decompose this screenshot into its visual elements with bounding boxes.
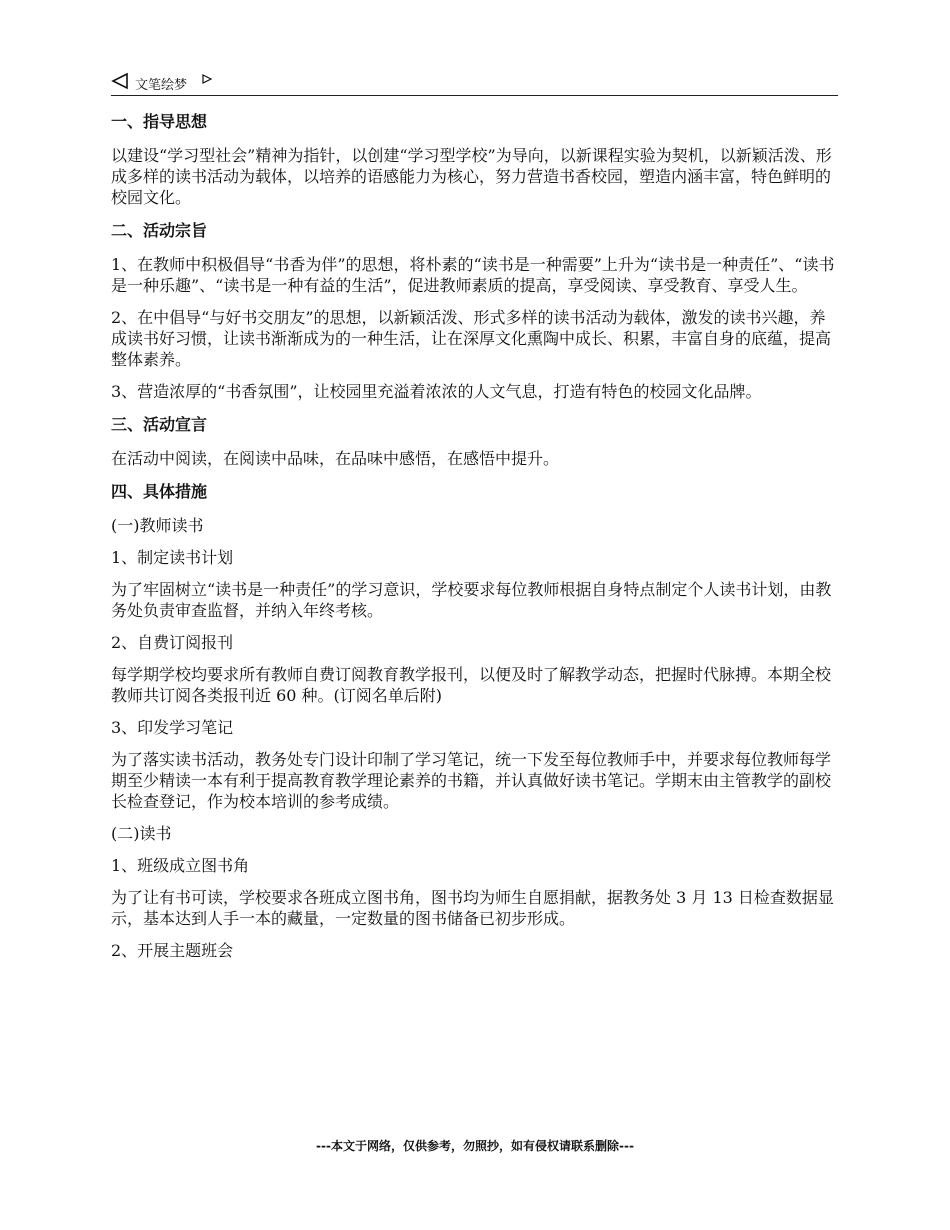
paragraph: 2、在中倡导“与好书交朋友”的思想，以新颖活泼、形式多样的读书活动为载体，激发的读书兴趣，养成读书好习惯，让读书渐渐成为的一种生活，让在深厚文化熏陶中成长、积累，丰富自身的底蕴，提高整体素养。 [111, 308, 832, 369]
paragraph: 为了落实读书活动，教务处专门设计印制了学习笔记，统一下发至每位教师手中，并要求每位教师每学期至少精读一本有利于提高教育教学理论素养的书籍，并认真做好读书笔记。学期末由主管教学的副校长检查登记，作为校本培训的参考成绩。 [111, 750, 832, 811]
paragraph: 以建设“学习型社会”精神为指针，以创建“学习型学校”为导向，以新课程实验为契机，以新颖活泼、形成多样的读书活动为载体，以培养的语感能力为核心，努力营造书香校园，塑造内涵丰富，特色鲜明的校园文化。 [111, 146, 832, 207]
paragraph: 每学期学校均要求所有教师自费订阅教育教学报刊，以便及时了解教学动态，把握时代脉搏。本期全校教师共订阅各类报刊近 60 种。(订阅名单后附) [111, 665, 832, 705]
subheading: 3、印发学习笔记 [111, 718, 234, 737]
paragraph: 1、在教师中积极倡导“书香为伴”的思想，将朴素的“读书是一种需要”上升为“读书是一种责任”、“读书是一种乐趣”、“读书是一种有益的生活”，促进教师素质的提高，享受阅读、享受教育、享受人生。 [111, 255, 835, 295]
subheading: 2、自费订阅报刊 [111, 633, 234, 652]
paragraph: 在活动中阅读，在阅读中品味，在品味中感悟，在感悟中提升。 [111, 449, 560, 468]
subheading: 2、开展主题班会 [111, 941, 234, 960]
header-title: 文笔绘梦 [135, 78, 188, 93]
document-body [111, 110, 841, 972]
triangle-left-icon [111, 72, 129, 90]
subheading: 1、班级成立图书角 [111, 856, 250, 875]
heading-activity-purpose: 二、活动宗旨 [111, 221, 208, 240]
page-header [111, 70, 838, 96]
heading-activity-declaration: 三、活动宣言 [111, 415, 208, 434]
triangle-right-icon [201, 73, 213, 85]
paragraph: 为了让有书可读，学校要求各班成立图书角，图书均为师生自愿捐献，据教务处 3 月 13 日检查数据显示，基本达到人手一本的藏量，一定数量的图书储备已初步形成。 [111, 888, 834, 928]
heading-guiding-ideology: 一、指导思想 [111, 112, 208, 131]
paragraph: 3、营造浓厚的“书香氛围”，让校园里充溢着浓浓的人文气息，打造有特色的校园文化品牌。 [111, 382, 762, 401]
heading-specific-measures: 四、具体措施 [111, 482, 208, 501]
subheading: (一)教师读书 [111, 516, 204, 535]
subheading: (二)读书 [111, 824, 172, 843]
paragraph: 为了牢固树立“读书是一种责任”的学习意识，学校要求每位教师根据自身特点制定个人读书计划，由教务处负责审查监督，并纳入年终考核。 [111, 580, 832, 620]
footer-disclaimer: ---本文于网络，仅供参考，勿照抄，如有侵权请联系删除--- [316, 1139, 634, 1153]
subheading: 1、制定读书计划 [111, 548, 234, 567]
